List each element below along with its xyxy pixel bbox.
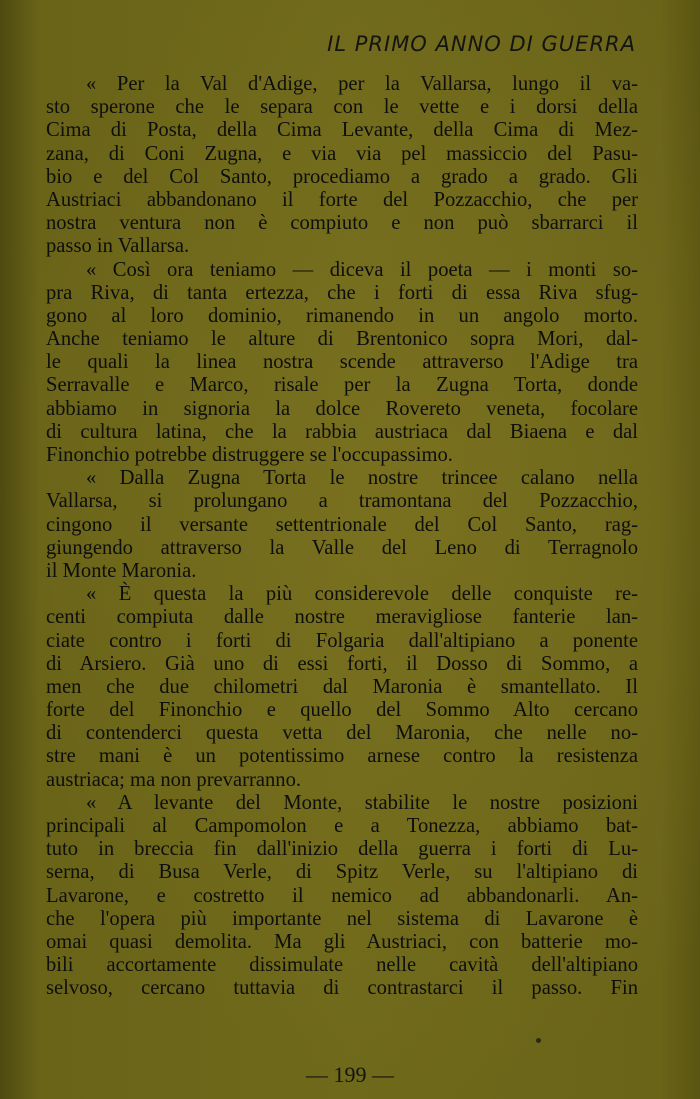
text-line: di Arsiero. Già uno di essi forti, il Dosso di Sommo, a bbox=[46, 652, 638, 675]
text-line: Anche teniamo le alture di Brentonico sopra Mori, dal- bbox=[46, 328, 638, 351]
text-line: men che due chilometri dal Maronia è smantellato. Il bbox=[46, 675, 638, 698]
text-line: che l'opera più importante nel sistema di Lavarone è bbox=[46, 907, 638, 930]
text-line: « Così ora teniamo — diceva il poeta — i monti so- bbox=[86, 258, 638, 281]
text-line: gono al loro dominio, rimanendo in un angolo morto. bbox=[46, 304, 638, 327]
text-line: bio e del Col Santo, procediamo a grado a grado. Gli bbox=[46, 165, 638, 188]
text-line: sto sperone che le separa con le vette e i dorsi della bbox=[46, 96, 638, 119]
text-line: il Monte Maronia. bbox=[46, 559, 197, 582]
text-line: ciate contro i forti di Folgaria dall'altipiano a ponente bbox=[46, 629, 638, 652]
text-line: austriaca; ma non prevarranno. bbox=[46, 768, 302, 791]
text-line: Vallarsa, si prolungano a tramontana del Pozzacchio, bbox=[46, 490, 638, 513]
text-line: Lavarone, e costretto il nemico ad abbandonarli. An- bbox=[46, 884, 638, 907]
text-line: di contenderci questa vetta del Maronia, che nelle no- bbox=[46, 722, 638, 745]
text-line: tuto in breccia fin dall'inizio della guerra i forti di Lu- bbox=[46, 838, 638, 861]
paragraph bbox=[46, 73, 638, 259]
text-line: di cultura latina, che la rabbia austriaca dal Biaena e dal bbox=[46, 420, 638, 443]
text-line: Austriaci abbandonano il forte del Pozzacchio, che per bbox=[46, 188, 638, 211]
paragraph bbox=[46, 792, 638, 1001]
text-line: zana, di Coni Zugna, e via via pel massiccio del Pasu- bbox=[46, 142, 638, 165]
text-line: selvoso, cercano tuttavia di contrastarci il passo. Fin bbox=[46, 977, 638, 1000]
page-body bbox=[46, 73, 638, 1001]
text-line: abbiamo in signoria la dolce Rovereto veneta, focolare bbox=[46, 397, 638, 420]
paragraph bbox=[46, 467, 638, 583]
text-line: giungendo attraverso la Valle del Leno di Terragnolo bbox=[46, 536, 638, 559]
text-line: stre mani è un potentissimo arnese contro la resistenza bbox=[46, 745, 638, 768]
text-line: Cima di Posta, della Cima Levante, della Cima di Mez- bbox=[46, 119, 638, 142]
text-line: principali al Campomolon e a Tonezza, abbiamo bat- bbox=[46, 815, 638, 837]
text-line: « Per la Val d'Adige, per la Vallarsa, lungo il va- bbox=[86, 73, 638, 95]
paragraph bbox=[46, 259, 638, 468]
text-line: passo in Vallarsa. bbox=[46, 235, 190, 258]
text-line: Finonchio potrebbe distruggere se l'occupassimo. bbox=[46, 444, 453, 466]
text-line: pra Riva, di tanta ertezza, che i forti di essa Riva sfug- bbox=[46, 281, 638, 304]
text-line: « Dalla Zugna Torta le nostre trincee calano nella bbox=[86, 467, 638, 490]
page-number: — 199 — bbox=[306, 1062, 394, 1087]
text-line: cingono il versante settentrionale del Col Santo, rag- bbox=[46, 513, 638, 536]
text-line: Serravalle e Marco, risale per la Zugna Torta, donde bbox=[46, 374, 638, 397]
text-line: forte del Finonchio e quello del Sommo Alto cercano bbox=[46, 699, 638, 722]
text-line: le quali la linea nostra scende attraverso l'Adige tra bbox=[46, 351, 638, 374]
text-line: bili accortamente dissimulate nelle cavità dell'altipiano bbox=[46, 954, 638, 977]
paragraph bbox=[46, 583, 638, 792]
text-line: serna, di Busa Verle, di Spitz Verle, su l'altipiano di bbox=[46, 861, 638, 884]
running-title: IL PRIMO ANNO DI GUERRA bbox=[327, 32, 636, 56]
text-line: nostra ventura non è compiuto e non può sbarrarci il bbox=[46, 212, 638, 235]
text-line: centi compiuta dalle nostre meravigliose fanterie lan- bbox=[46, 606, 638, 629]
text-line: omai quasi demolita. Ma gli Austriaci, con batterie mo- bbox=[46, 930, 638, 953]
text-line: « A levante del Monte, stabilite le nostre posizioni bbox=[86, 791, 638, 814]
paper-speck bbox=[536, 1038, 541, 1043]
text-line: « È questa la più considerevole delle conquiste re- bbox=[86, 583, 638, 606]
